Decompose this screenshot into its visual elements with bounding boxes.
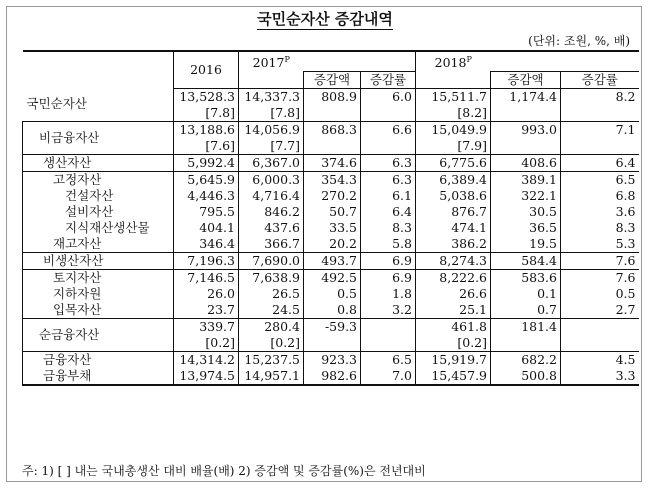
row-label: 입목자산 bbox=[23, 302, 174, 319]
table-header-row bbox=[23, 51, 639, 71]
cell: 492.5 bbox=[304, 269, 361, 286]
table-row bbox=[23, 220, 639, 236]
cell: 437.6 bbox=[239, 220, 304, 236]
net-asset-table bbox=[22, 50, 639, 386]
cell: 3.2 bbox=[361, 302, 416, 319]
row-label: 국민순자산 bbox=[23, 88, 174, 121]
cell: [0.2] bbox=[174, 335, 239, 352]
header-2017: $2017^P$ bbox=[239, 51, 304, 71]
cell: 583.6 bbox=[491, 269, 561, 286]
header-2018-change-amount: 증감액 bbox=[491, 71, 561, 88]
cell: 6.5 bbox=[561, 171, 639, 188]
unit-note: (단위: 조원, %, 배) bbox=[528, 34, 630, 48]
cell: [7.8] bbox=[239, 105, 304, 122]
cell: 6.1 bbox=[361, 188, 416, 204]
header-2017-blank bbox=[239, 71, 304, 88]
cell: 6.9 bbox=[361, 269, 416, 286]
cell: [0.2] bbox=[239, 335, 304, 352]
cell: 389.1 bbox=[491, 171, 561, 188]
cell: 339.7 bbox=[174, 318, 239, 335]
header-spacer bbox=[361, 51, 416, 71]
cell: [7.9] bbox=[416, 138, 491, 155]
cell: 1.8 bbox=[361, 286, 416, 302]
table-row bbox=[23, 286, 639, 302]
header-2017-change-rate: 증감률 bbox=[361, 71, 416, 88]
cell: 8.3 bbox=[361, 220, 416, 236]
cell: 15,511.7 bbox=[416, 88, 491, 105]
cell: 0.1 bbox=[491, 286, 561, 302]
cell: 14,056.9 bbox=[239, 121, 304, 138]
table-row bbox=[23, 269, 639, 286]
row-label: 지식재산생산물 bbox=[23, 220, 174, 236]
cell: 6.3 bbox=[361, 154, 416, 171]
cell: 26.0 bbox=[174, 286, 239, 302]
cell: 8.3 bbox=[561, 220, 639, 236]
cell bbox=[491, 105, 561, 122]
row-label: 금융부채 bbox=[23, 368, 174, 385]
cell: 5,038.6 bbox=[416, 188, 491, 204]
header-blank bbox=[23, 51, 174, 88]
table-row bbox=[23, 351, 639, 368]
cell: 500.8 bbox=[491, 368, 561, 385]
cell: 0.5 bbox=[304, 286, 361, 302]
cell bbox=[491, 138, 561, 155]
table-row bbox=[23, 252, 639, 269]
cell: 2.7 bbox=[561, 302, 639, 319]
cell: 386.2 bbox=[416, 236, 491, 253]
cell: 14,337.3 bbox=[239, 88, 304, 105]
cell: 993.0 bbox=[491, 121, 561, 138]
cell: [7.6] bbox=[174, 138, 239, 155]
row-label: 지하자원 bbox=[23, 286, 174, 302]
page-title: 국민순자산 증감내역 bbox=[257, 10, 393, 28]
cell: 923.3 bbox=[304, 351, 361, 368]
cell: 15,237.5 bbox=[239, 351, 304, 368]
row-label: 건설자산 bbox=[23, 188, 174, 204]
cell: 682.2 bbox=[491, 351, 561, 368]
cell bbox=[361, 318, 416, 335]
cell: 846.2 bbox=[239, 204, 304, 220]
cell: 7.0 bbox=[361, 368, 416, 385]
cell: 5,992.4 bbox=[174, 154, 239, 171]
cell: 461.8 bbox=[416, 318, 491, 335]
cell: 13,974.5 bbox=[174, 368, 239, 385]
header-2018-blank bbox=[416, 71, 491, 88]
cell: 6.8 bbox=[561, 188, 639, 204]
cell: 0.8 bbox=[304, 302, 361, 319]
cell bbox=[561, 335, 639, 352]
cell bbox=[304, 335, 361, 352]
cell: 26.5 bbox=[239, 286, 304, 302]
cell: 6.5 bbox=[361, 351, 416, 368]
cell: 280.4 bbox=[239, 318, 304, 335]
cell: 5,645.9 bbox=[174, 171, 239, 188]
header-2017-change-amount: 증감액 bbox=[304, 71, 361, 88]
cell bbox=[361, 105, 416, 122]
cell: 584.4 bbox=[491, 252, 561, 269]
cell: 24.5 bbox=[239, 302, 304, 319]
cell: 374.6 bbox=[304, 154, 361, 171]
cell: 3.6 bbox=[561, 204, 639, 220]
cell: 0.7 bbox=[491, 302, 561, 319]
cell: 876.7 bbox=[416, 204, 491, 220]
row-label: 재고자산 bbox=[23, 236, 174, 253]
cell: 8,222.6 bbox=[416, 269, 491, 286]
header-spacer bbox=[491, 51, 561, 71]
cell: 15,457.9 bbox=[416, 368, 491, 385]
table-row bbox=[23, 154, 639, 171]
cell: 15,919.7 bbox=[416, 351, 491, 368]
row-label: 설비자산 bbox=[23, 204, 174, 220]
cell: 408.6 bbox=[491, 154, 561, 171]
cell: 13,188.6 bbox=[174, 121, 239, 138]
cell: 808.9 bbox=[304, 88, 361, 105]
cell: 14,957.1 bbox=[239, 368, 304, 385]
cell: [8.2] bbox=[416, 105, 491, 122]
row-label: 금융자산 bbox=[23, 351, 174, 368]
cell: 6.9 bbox=[361, 252, 416, 269]
cell: 982.6 bbox=[304, 368, 361, 385]
row-label: 비금융자산 bbox=[23, 121, 174, 154]
cell: 19.5 bbox=[491, 236, 561, 253]
header-2016: 2016 bbox=[174, 51, 239, 88]
cell: 1,174.4 bbox=[491, 88, 561, 105]
cell: 5.3 bbox=[561, 236, 639, 253]
header-2018: $2018^P$ bbox=[416, 51, 491, 71]
cell: 6,367.0 bbox=[239, 154, 304, 171]
cell: 23.7 bbox=[174, 302, 239, 319]
cell: 6.4 bbox=[361, 204, 416, 220]
row-label: 토지자산 bbox=[23, 269, 174, 286]
cell: 26.6 bbox=[416, 286, 491, 302]
cell bbox=[561, 318, 639, 335]
row-label: 비생산자산 bbox=[23, 252, 174, 269]
cell: 493.7 bbox=[304, 252, 361, 269]
cell: 7.1 bbox=[561, 121, 639, 138]
cell: 6.6 bbox=[361, 121, 416, 138]
table-row bbox=[23, 302, 639, 319]
header-2018-change-rate: 증감률 bbox=[561, 71, 639, 88]
row-label: 고정자산 bbox=[23, 171, 174, 188]
cell: 7.6 bbox=[561, 269, 639, 286]
cell: 4.5 bbox=[561, 351, 639, 368]
cell: 13,528.3 bbox=[174, 88, 239, 105]
cell: 20.2 bbox=[304, 236, 361, 253]
cell bbox=[361, 138, 416, 155]
cell: 354.3 bbox=[304, 171, 361, 188]
cell: 25.1 bbox=[416, 302, 491, 319]
cell: 6,775.6 bbox=[416, 154, 491, 171]
header-spacer bbox=[304, 51, 361, 71]
cell: [0.2] bbox=[416, 335, 491, 352]
cell: 366.7 bbox=[239, 236, 304, 253]
cell: 322.1 bbox=[491, 188, 561, 204]
cell: 4,446.3 bbox=[174, 188, 239, 204]
cell: 5.8 bbox=[361, 236, 416, 253]
cell: 7,146.5 bbox=[174, 269, 239, 286]
cell: 270.2 bbox=[304, 188, 361, 204]
table-row bbox=[23, 88, 639, 105]
cell bbox=[304, 105, 361, 122]
cell: 7.6 bbox=[561, 252, 639, 269]
table-row bbox=[23, 368, 639, 385]
cell: 181.4 bbox=[491, 318, 561, 335]
table-row bbox=[23, 121, 639, 138]
cell: 50.7 bbox=[304, 204, 361, 220]
cell: 3.3 bbox=[561, 368, 639, 385]
row-label: 순금융자산 bbox=[23, 318, 174, 351]
table-row bbox=[23, 188, 639, 204]
cell: 36.5 bbox=[491, 220, 561, 236]
cell: 4,716.4 bbox=[239, 188, 304, 204]
cell: 7,638.9 bbox=[239, 269, 304, 286]
cell: 474.1 bbox=[416, 220, 491, 236]
footnote: 주: 1) [ ] 내는 국내총생산 대비 배율(배) 2) 증감액 및 증감률(%)은 전년대비 bbox=[22, 464, 426, 478]
cell bbox=[361, 335, 416, 352]
cell: 6.4 bbox=[561, 154, 639, 171]
cell: 30.5 bbox=[491, 204, 561, 220]
cell: 15,049.9 bbox=[416, 121, 491, 138]
cell: [7.7] bbox=[239, 138, 304, 155]
cell: 8,274.3 bbox=[416, 252, 491, 269]
cell: 6,000.3 bbox=[239, 171, 304, 188]
table-row bbox=[23, 318, 639, 335]
cell: 6.3 bbox=[361, 171, 416, 188]
cell: 795.5 bbox=[174, 204, 239, 220]
cell: 6,389.4 bbox=[416, 171, 491, 188]
cell: 7,196.3 bbox=[174, 252, 239, 269]
cell bbox=[561, 138, 639, 155]
header-spacer bbox=[561, 51, 639, 71]
cell: 33.5 bbox=[304, 220, 361, 236]
cell bbox=[561, 105, 639, 122]
cell: -59.3 bbox=[304, 318, 361, 335]
cell: 14,314.2 bbox=[174, 351, 239, 368]
cell: 6.0 bbox=[361, 88, 416, 105]
table-row bbox=[23, 236, 639, 253]
table-row bbox=[23, 204, 639, 220]
cell: 0.5 bbox=[561, 286, 639, 302]
cell: 7,690.0 bbox=[239, 252, 304, 269]
cell bbox=[304, 138, 361, 155]
cell: 404.1 bbox=[174, 220, 239, 236]
table-row bbox=[23, 171, 639, 188]
row-label: 생산자산 bbox=[23, 154, 174, 171]
cell: 8.2 bbox=[561, 88, 639, 105]
cell: 868.3 bbox=[304, 121, 361, 138]
cell: [7.8] bbox=[174, 105, 239, 122]
cell bbox=[491, 335, 561, 352]
cell: 346.4 bbox=[174, 236, 239, 253]
